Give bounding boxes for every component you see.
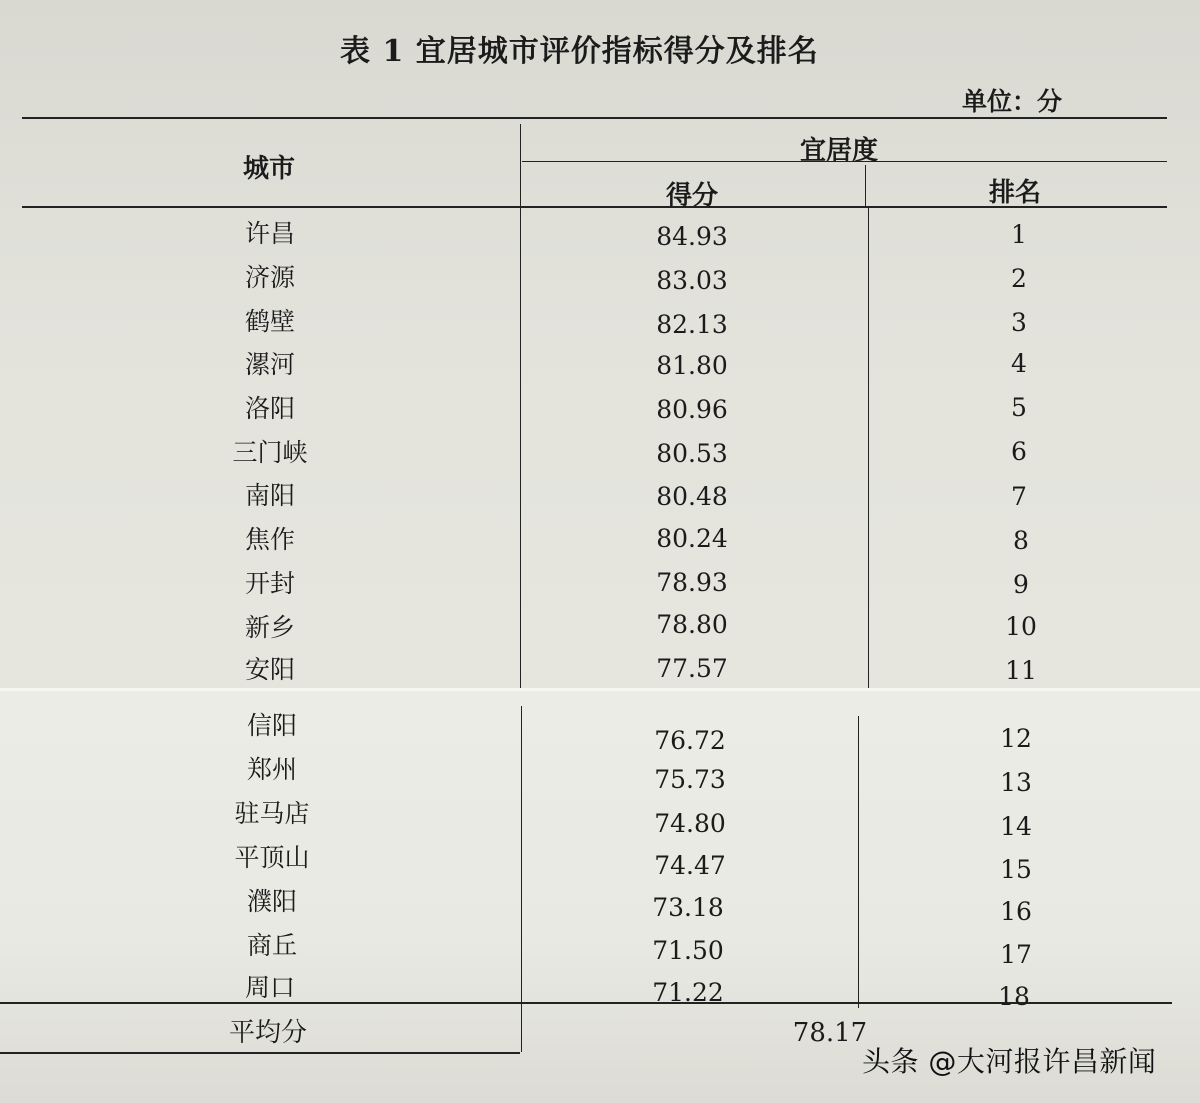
rank-cell: 18 — [998, 982, 1030, 1011]
rank-cell: 12 — [1000, 724, 1032, 753]
table-bottom-rule — [0, 1052, 520, 1054]
table-row — [0, 476, 1200, 519]
city-cell: 周口 — [244, 973, 295, 1002]
score-cell: 71.50 — [652, 936, 724, 965]
city-cell: 新乡 — [244, 613, 295, 642]
table-row — [0, 258, 1200, 301]
score-cell: 81.80 — [656, 351, 728, 380]
table-row — [0, 302, 1200, 345]
score-cell: 78.93 — [656, 568, 728, 597]
header-divider-city — [520, 124, 521, 206]
city-cell: 安阳 — [244, 655, 295, 684]
city-cell: 平顶山 — [234, 843, 310, 872]
rank-cell: 13 — [1000, 768, 1032, 797]
score-cell: 76.72 — [654, 726, 726, 755]
watermark: 头条 @大河报许昌新闻 — [862, 1045, 1157, 1078]
table-row — [0, 794, 1200, 841]
score-cell: 74.80 — [654, 809, 726, 838]
rank-cell: 6 — [1011, 437, 1027, 466]
score-cell: 73.18 — [652, 893, 724, 922]
rank-cell: 4 — [1011, 349, 1027, 378]
city-cell: 商丘 — [246, 931, 297, 960]
score-cell: 71.22 — [652, 978, 724, 1007]
average-label: 平均分 — [228, 1018, 307, 1048]
score-cell: 83.03 — [656, 266, 728, 295]
table-row — [0, 926, 1200, 969]
table-row — [0, 968, 1200, 1011]
city-cell: 驻马店 — [234, 799, 310, 828]
rank-cell: 16 — [1000, 897, 1032, 926]
header-rank: 排名 — [989, 178, 1042, 208]
city-cell: 焦作 — [244, 525, 295, 554]
table-row — [0, 214, 1200, 257]
header-divider-score — [865, 165, 866, 206]
header-group: 宜居度 — [800, 136, 879, 166]
rank-cell: 17 — [1000, 940, 1032, 969]
rank-cell: 9 — [1013, 570, 1029, 599]
city-cell: 信阳 — [246, 711, 297, 740]
city-cell: 洛阳 — [244, 394, 295, 423]
score-cell: 80.96 — [656, 395, 728, 424]
header-score: 得分 — [666, 181, 719, 211]
rank-cell: 10 — [1005, 612, 1037, 641]
city-cell: 开封 — [244, 569, 295, 598]
table-top-rule — [22, 117, 1167, 119]
rank-cell: 14 — [1000, 812, 1032, 841]
score-cell: 82.13 — [656, 310, 728, 339]
table-row — [0, 345, 1200, 388]
rank-cell: 5 — [1011, 393, 1027, 422]
score-cell: 74.47 — [654, 851, 726, 880]
score-cell: 77.57 — [656, 654, 728, 683]
city-cell: 济源 — [244, 263, 295, 292]
score-cell: 80.24 — [656, 524, 728, 553]
rank-cell: 7 — [1011, 482, 1027, 511]
score-cell: 80.48 — [656, 482, 728, 511]
average-value: 78.17 — [792, 1018, 868, 1048]
city-cell: 鹤壁 — [244, 307, 295, 336]
city-cell: 郑州 — [246, 755, 297, 784]
rank-cell: 8 — [1013, 526, 1029, 555]
rank-cell: 3 — [1011, 308, 1027, 337]
table-row — [0, 750, 1200, 797]
table-row — [0, 838, 1200, 884]
table-row — [0, 882, 1200, 925]
table-row — [0, 520, 1200, 563]
city-cell: 许昌 — [244, 219, 295, 248]
city-cell: 濮阳 — [246, 887, 297, 916]
score-cell: 75.73 — [654, 765, 726, 794]
table-row — [0, 564, 1200, 607]
city-cell: 三门峡 — [232, 438, 308, 467]
rank-cell: 1 — [1011, 220, 1027, 249]
table-row — [0, 433, 1200, 476]
rank-cell: 15 — [1000, 855, 1032, 884]
table-row — [0, 389, 1200, 432]
header-city: 城市 — [243, 154, 296, 184]
rank-cell: 2 — [1011, 264, 1027, 293]
table-title: 表 1 宜居城市评价指标得分及排名 — [340, 34, 819, 69]
city-cell: 南阳 — [244, 481, 295, 510]
city-cell: 漯河 — [244, 350, 295, 379]
table-row — [0, 650, 1200, 693]
score-cell: 84.93 — [656, 222, 728, 251]
score-cell: 78.80 — [656, 610, 728, 639]
table-row — [0, 608, 1200, 651]
rank-cell: 11 — [1005, 656, 1037, 685]
unit-label: 单位：分 — [962, 87, 1063, 116]
score-cell: 80.53 — [656, 439, 728, 468]
table-row — [0, 706, 1200, 755]
